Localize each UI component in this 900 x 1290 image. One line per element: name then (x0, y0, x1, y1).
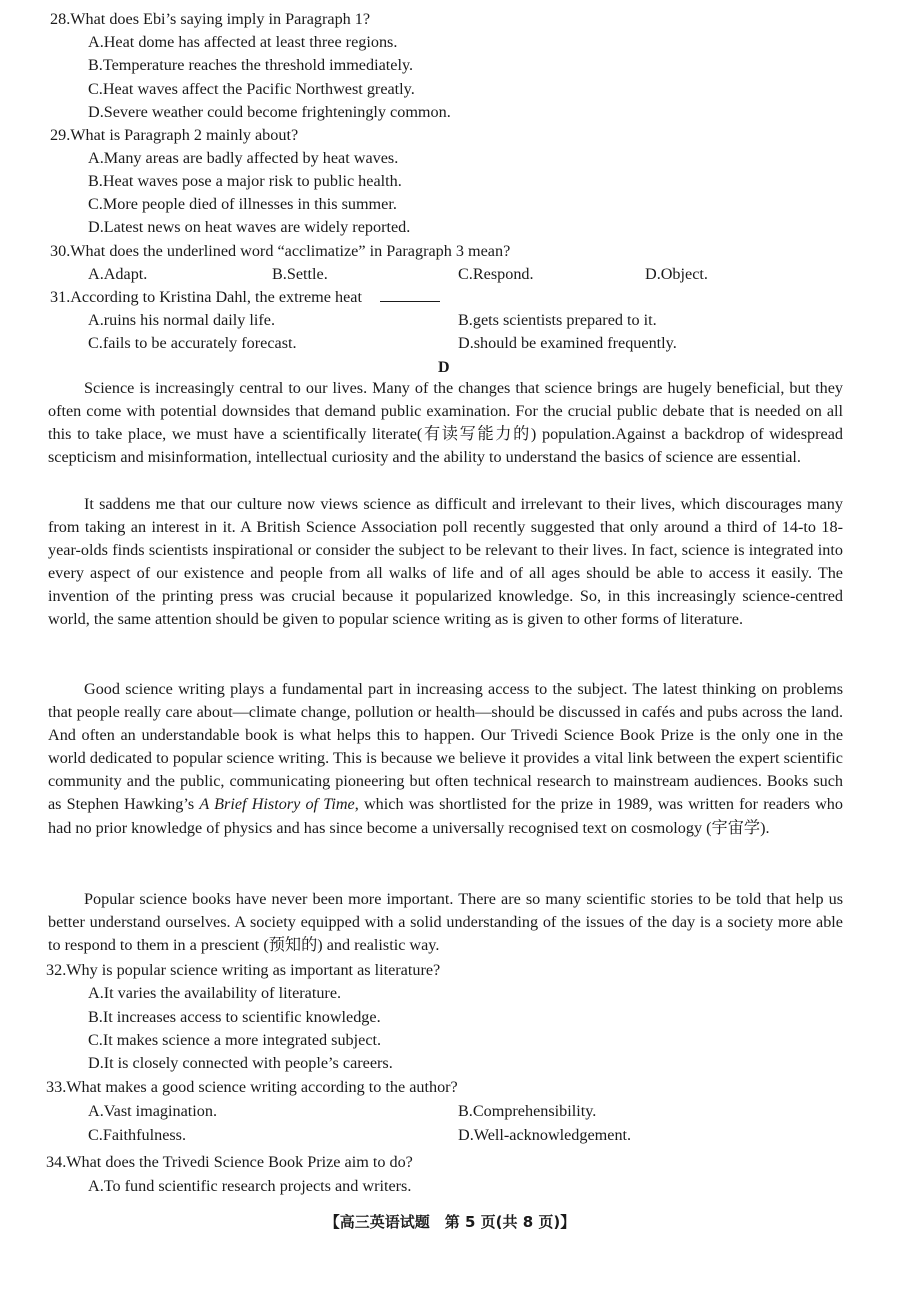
q32-stem: 32.Why is popular science writing as important as literature? (46, 961, 441, 979)
q29-option-a: A.Many areas are badly affected by heat waves. (88, 149, 399, 167)
q33-option-c: C.Faithfulness. (88, 1126, 187, 1144)
q29-option-b: B.Heat waves pose a major risk to public health. (88, 172, 402, 190)
q31-option-c: C.fails to be accurately forecast. (88, 334, 297, 352)
passage-paragraph-4: Popular science books have never been more important. There are so many scientific stories to be told that help us better understand ourselves. A society equipped with a solid understanding of the issues of the day is a society more able to respond to them in a prescient (预知的) and realistic way. (48, 890, 843, 955)
paragraph-3-text-b: , which was shortlisted for the prize in 1989, was written for readers who had no prior knowledge of physics and has since become a universally recognised text on cosmology (宇宙学). (48, 795, 843, 837)
q34-stem: 34.What does the Trivedi Science Book Prize aim to do? (46, 1153, 413, 1171)
q32-option-b: B.It increases access to scientific knowledge. (88, 1008, 381, 1026)
q34-option-a: A.To fund scientific research projects and writers. (88, 1177, 412, 1195)
passage-paragraph-1: Science is increasingly central to our lives. Many of the changes that science brings are hugely beneficial, but they often come with potential downsides that demand public examination. For the crucial public debate that is needed on all this to take place, we must have a scientifically literate(有读写能力的) population.Against a backdrop of widespread scepticism and misinformation, intellectual curiosity and the ability to understand the basics of science are essential. (48, 379, 843, 467)
q33-option-a: A.Vast imagination. (88, 1102, 218, 1120)
q31-answer-blank (380, 287, 440, 302)
q31-stem: 31.According to Kristina Dahl, the extreme heat (50, 288, 362, 306)
q31-option-b: B.gets scientists prepared to it. (458, 311, 657, 329)
section-letter: D (438, 359, 450, 376)
q29-stem: 29.What is Paragraph 2 mainly about? (50, 126, 299, 144)
q32-option-c: C.It makes science a more integrated subject. (88, 1031, 382, 1049)
passage-paragraph-2: It saddens me that our culture now views science as difficult and irrelevant to their lives, which discourages many from taking an interest in it. A British Science Association poll recently suggested that only around a third of 14-to 18-year-olds finds scientists inspirational or consider the subject to be relevant to their lives. In fact, science is integrated into every aspect of our existence and people from all walks of life and of all ages should be able to access it easily. The invention of the printing press was crucial because it popularized knowledge. So, in this increasingly science-centred world, the same attention should be given to popular science writing as is given to other forms of literature. (48, 495, 843, 629)
passage-paragraph-3 (48, 678, 843, 840)
q28-option-a: A.Heat dome has affected at least three regions. (88, 33, 398, 51)
q33-option-b: B.Comprehensibility. (458, 1102, 597, 1120)
q30-option-b: B.Settle. (272, 265, 328, 283)
q29-option-d: D.Latest news on heat waves are widely reported. (88, 218, 411, 236)
q30-option-d: D.Object. (645, 265, 708, 283)
q29-option-c: C.More people died of illnesses in this summer. (88, 195, 397, 213)
q31-option-d: D.should be examined frequently. (458, 334, 677, 352)
q33-stem: 33.What makes a good science writing according to the author? (46, 1078, 458, 1096)
q31-stem-wrapper (50, 286, 440, 309)
page-footer: 【高三英语试题 第 5 页(共 8 页)】 (324, 1213, 576, 1231)
book-title: A Brief History of Time (199, 795, 355, 814)
q30-stem: 30.What does the underlined word “acclimatize” in Paragraph 3 mean? (50, 242, 511, 260)
q32-option-d: D.It is closely connected with people’s careers. (88, 1054, 393, 1072)
q28-option-c: C.Heat waves affect the Pacific Northwest greatly. (88, 80, 415, 98)
q30-option-c: C.Respond. (458, 265, 534, 283)
q33-option-d: D.Well-acknowledgement. (458, 1126, 632, 1144)
q30-option-a: A.Adapt. (88, 265, 148, 283)
q28-option-b: B.Temperature reaches the threshold immediately. (88, 56, 414, 74)
q31-option-a: A.ruins his normal daily life. (88, 311, 276, 329)
paragraph-3-text-a: Good science writing plays a fundamental part in increasing access to the subject. The latest thinking on problems that people really care about—climate change, pollution or health—should be discussed in cafés and pubs across the land. And often an understandable book is what helps this to happen. Our Trivedi Science Book Prize is the only one in the world dedicated to popular science writing. This is because we believe it provides a vital link between the expert scientific community and the public, communicating pioneering but often technical research to mainstream audiences. Books such as Stephen Hawking’s (48, 680, 843, 814)
q28-option-d: D.Severe weather could become frighteningly common. (88, 103, 451, 121)
q28-stem: 28.What does Ebi’s saying imply in Paragraph 1? (50, 10, 371, 28)
q32-option-a: A.It varies the availability of literature. (88, 984, 342, 1002)
